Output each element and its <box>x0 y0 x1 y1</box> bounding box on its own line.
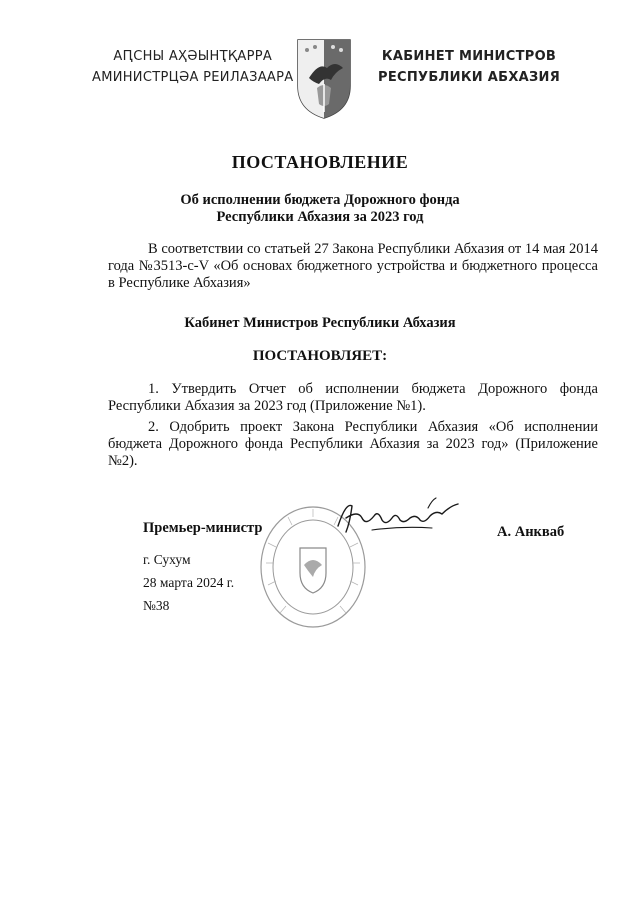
city: г. Сухум <box>143 552 191 567</box>
page-title: ПОСТАНОВЛЕНИЕ <box>231 152 409 172</box>
authority-line: Кабинет Министров Республики Абхазия <box>184 315 456 331</box>
document-subtitle <box>0 192 640 226</box>
intro-paragraph: В соответствии со статьей 27 Закона Республики Абхазия от 14 мая 2014 года №3513-с-V «Об основах бюджетного устройства и бюджетного процесса в Республике Абхазия» <box>108 241 598 291</box>
header-left-line2: АМИНИСТРЦӘА РЕИЛАЗААРА <box>92 70 294 85</box>
subtitle-line1: Об исполнении бюджета Дорожного фонда <box>180 192 460 208</box>
header-left <box>92 46 293 88</box>
header-right-line1: КАБИНЕТ МИНИСТРОВ <box>381 49 557 64</box>
resolves-heading: ПОСТАНОВЛЯЕТ: <box>252 348 388 364</box>
signer-name: А. Анкваб <box>497 524 565 540</box>
document-date: 28 марта 2024 г. <box>143 575 235 590</box>
subtitle-line2: Республики Абхазия за 2023 год <box>216 209 424 225</box>
header-right <box>378 46 560 88</box>
coat-of-arms-icon <box>295 38 353 120</box>
handwritten-signature-icon <box>332 496 467 548</box>
resolution-item-2: 2. Одобрить проект Закона Республики Абхазия «Об исполнении бюджета Дорожного фонда Республики Абхазия за 2023 год» (Приложение №2). <box>108 419 598 469</box>
signer-position: Премьер-министр <box>143 520 263 536</box>
document-number: №38 <box>143 598 170 613</box>
resolution-item-1: 1. Утвердить Отчет об исполнении бюджета Дорожного фонда Республики Абхазия за 2023 год (Приложение №1). <box>108 381 598 414</box>
header-left-line1: АԤСНЫ АҲӘЫНҬҚАРРА <box>113 49 273 64</box>
header-right-line2: РЕСПУБЛИКИ АБХАЗИЯ <box>378 70 561 85</box>
